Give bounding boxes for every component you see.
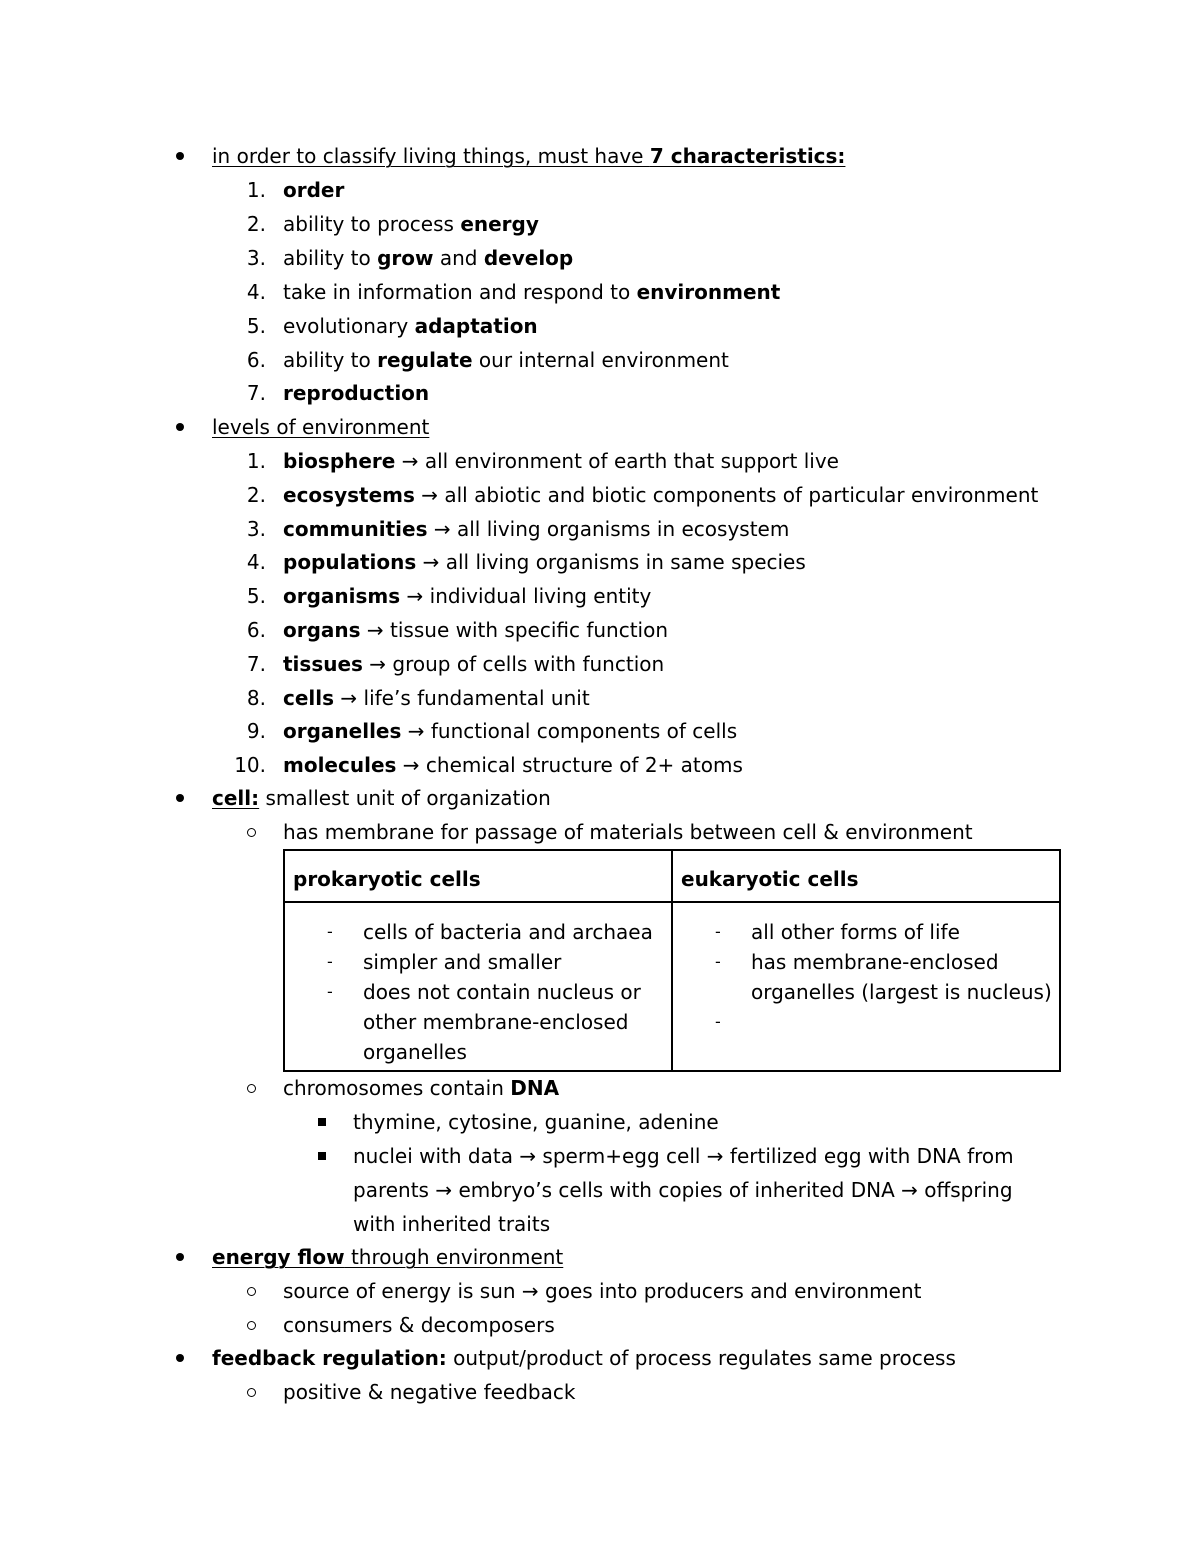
hollow-bullet-icon bbox=[247, 828, 256, 837]
list-number: 8. bbox=[246, 685, 266, 710]
feedback-heading: feedback regulation: output/product of process regulates same process bbox=[212, 1346, 956, 1370]
hollow-bullet-icon bbox=[247, 1287, 256, 1296]
characteristic-text: ability to regulate our internal environment bbox=[283, 347, 729, 372]
hollow-bullet-icon bbox=[247, 1321, 256, 1330]
level-text: tissues → group of cells with function bbox=[283, 651, 665, 676]
bullet-icon bbox=[176, 794, 184, 802]
table-item-text: all other forms of life bbox=[751, 920, 960, 944]
list-number: 7. bbox=[246, 651, 266, 676]
characteristic-text: ability to grow and develop bbox=[283, 245, 574, 270]
dash-bullet: - bbox=[327, 922, 333, 941]
cell-membrane-text: has membrane for passage of materials between cell & environment bbox=[283, 820, 973, 844]
level-text: molecules → chemical structure of 2+ atoms bbox=[283, 753, 743, 778]
list-number: 4. bbox=[246, 550, 266, 575]
list-number: 1. bbox=[246, 449, 266, 473]
table-header-cell bbox=[284, 850, 672, 902]
list-number: 6. bbox=[246, 347, 266, 372]
table-item-text: simpler and smaller bbox=[363, 950, 562, 974]
list-number: 7. bbox=[246, 381, 266, 406]
level-text: organs → tissue with specific function bbox=[283, 618, 669, 642]
level-text: communities → all living organisms in ecosystem bbox=[283, 516, 790, 541]
table-cell bbox=[672, 902, 1060, 1071]
list-number: 2. bbox=[246, 211, 266, 236]
eukaryotic-list bbox=[673, 903, 1059, 1037]
dash-bullet: - bbox=[327, 952, 333, 971]
bullet-icon bbox=[176, 423, 184, 431]
characteristic-text: take in information and respond to environment bbox=[283, 279, 781, 304]
table-list-item bbox=[285, 917, 671, 947]
list-number: 3. bbox=[246, 245, 266, 270]
table-list-item bbox=[673, 917, 1059, 947]
dash-bullet: - bbox=[715, 952, 721, 971]
bullet-icon bbox=[176, 152, 184, 160]
characteristics-heading: in order to classify living things, must have 7 characteristics: bbox=[212, 144, 846, 168]
table-list-item bbox=[285, 947, 671, 977]
level-text: cells → life’s fundamental unit bbox=[283, 685, 590, 710]
square-bullet-icon bbox=[318, 1152, 326, 1160]
table-list-item bbox=[673, 1007, 1059, 1037]
prokaryotic-header: prokaryotic cells bbox=[293, 867, 481, 891]
prokaryotic-list bbox=[285, 903, 671, 1067]
table-item-text: cells of bacteria and archaea bbox=[363, 920, 653, 944]
list-number: 3. bbox=[246, 516, 266, 541]
list-number: 6. bbox=[246, 618, 266, 642]
level-text: organelles → functional components of cells bbox=[283, 719, 738, 744]
dash-bullet: - bbox=[715, 1012, 721, 1031]
list-number: 2. bbox=[246, 482, 266, 507]
table-list-item bbox=[673, 947, 1059, 1007]
level-text: organisms → individual living entity bbox=[283, 584, 652, 609]
bases-text: thymine, cytosine, guanine, adenine bbox=[353, 1110, 719, 1134]
list-number: 9. bbox=[246, 719, 266, 744]
list-number: 1. bbox=[246, 178, 266, 202]
characteristic-text: order bbox=[283, 178, 345, 202]
characteristic-text: reproduction bbox=[283, 381, 430, 406]
levels-heading: levels of environment bbox=[212, 415, 430, 439]
bullet-icon bbox=[176, 1253, 184, 1261]
hollow-bullet-icon bbox=[247, 1084, 256, 1093]
cell-heading: cell: smallest unit of organization bbox=[212, 786, 551, 810]
feedback-item: positive & negative feedback bbox=[283, 1380, 576, 1404]
dash-bullet: - bbox=[715, 922, 721, 941]
list-number: 4. bbox=[246, 279, 266, 304]
list-number: 5. bbox=[246, 313, 266, 338]
energy-heading: energy flow through environment bbox=[212, 1245, 564, 1269]
dash-bullet: - bbox=[327, 982, 333, 1001]
cell-comparison-table bbox=[283, 849, 1061, 1072]
table-header-row bbox=[284, 850, 1060, 902]
hollow-bullet-icon bbox=[247, 1388, 256, 1397]
nuclei-text-line-3: with inherited traits bbox=[353, 1212, 551, 1236]
list-number: 10. bbox=[234, 753, 266, 778]
characteristic-text: ability to process energy bbox=[283, 211, 539, 236]
nuclei-text-line-2: parents → embryo’s cells with copies of inherited DNA → offspring bbox=[353, 1178, 1013, 1202]
table-body-row bbox=[284, 902, 1060, 1071]
nuclei-text-line-1: nuclei with data → sperm+egg cell → fertilized egg with DNA from bbox=[353, 1144, 1014, 1168]
table-item-text: does not contain nucleus or other membrane-enclosed organelles bbox=[363, 980, 641, 1064]
level-text: populations → all living organisms in same species bbox=[283, 550, 806, 575]
table-list-item bbox=[285, 977, 671, 1067]
square-bullet-icon bbox=[318, 1118, 326, 1126]
level-text: ecosystems → all abiotic and biotic components of particular environment bbox=[283, 482, 1039, 507]
table-item-text: has membrane-enclosed organelles (largest is nucleus) bbox=[751, 950, 1052, 1004]
table-cell bbox=[284, 902, 672, 1071]
energy-item: source of energy is sun → goes into producers and environment bbox=[283, 1279, 922, 1303]
eukaryotic-header: eukaryotic cells bbox=[681, 867, 859, 891]
table-header-cell bbox=[672, 850, 1060, 902]
bullet-icon bbox=[176, 1354, 184, 1362]
energy-item: consumers & decomposers bbox=[283, 1313, 555, 1337]
level-text: biosphere → all environment of earth that support live bbox=[283, 449, 839, 473]
chromosomes-text: chromosomes contain DNA bbox=[283, 1076, 560, 1100]
list-number: 5. bbox=[246, 584, 266, 609]
characteristic-text: evolutionary adaptation bbox=[283, 313, 538, 338]
